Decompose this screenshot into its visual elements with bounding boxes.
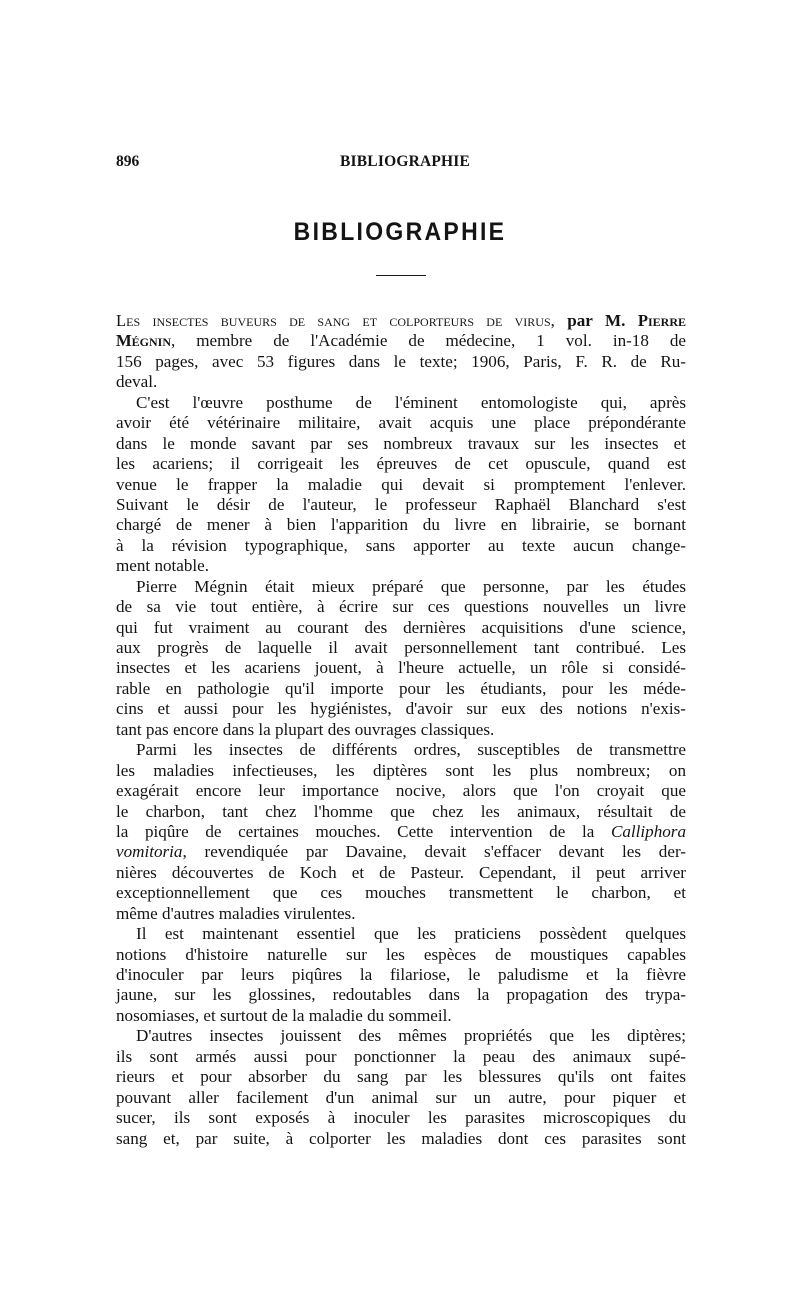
text-line: Pierre Mégnin était mieux préparé que personne, par les études	[136, 576, 686, 596]
species-name: vomitoria	[116, 842, 183, 862]
book-title: Les insectes buveurs de sang et colporteurs de virus,	[116, 311, 555, 330]
text-line	[116, 822, 686, 842]
text-line: exceptionnellement que ces mouches transmettent le charbon, et	[116, 883, 686, 903]
text-line: Suivant le désir de l'auteur, le professeur Raphaël Blanchard s'est	[116, 494, 686, 514]
title-rule	[376, 275, 426, 276]
text-line: Il est maintenant essentiel que les praticiens possèdent quelques	[136, 924, 686, 944]
text-line: insectes et les acariens jouent, à l'heure actuelle, un rôle si considé-	[116, 658, 686, 678]
page-title: BIBLIOGRAPHIE	[293, 218, 507, 246]
text-line	[116, 842, 686, 862]
text-line: pouvant aller facilement d'un animal sur un autre, pour piquer et	[116, 1087, 686, 1107]
author-name: Pierre	[637, 311, 686, 330]
text-line: d'inoculer par leurs piqûres la filariose, le paludisme et la fièvre	[116, 965, 686, 984]
text-line: les acariens; il corrigeait les épreuves de cet opuscule, quand est	[116, 454, 686, 474]
text-line: même d'autres maladies virulentes.	[116, 903, 356, 923]
text-line: Parmi les insectes de différents ordres, susceptibles de transmettre	[136, 740, 686, 760]
text-run: la piqûre de certaines mouches. Cette intervention de la	[116, 821, 611, 841]
text-line: le charbon, tant chez l'homme que chez les animaux, résultait de	[116, 801, 686, 821]
text-line: sang et, par suite, à colporter les maladies dont ces parasites sont	[116, 1128, 686, 1148]
text-line: venue le frapper la maladie qui devait si promptement l'enlever.	[116, 474, 686, 494]
text-line: avoir été vétérinaire militaire, avait acquis une place prépondérante	[116, 413, 686, 433]
text-line	[116, 331, 686, 351]
text-line: dans le monde savant par ses nombreux travaux sur les insectes et	[116, 433, 686, 453]
text-line: nosomiases, et surtout de la maladie du sommeil.	[116, 1005, 452, 1025]
page-number: 896	[116, 153, 140, 170]
text-line: notions d'histoire naturelle sur les espèces de moustiques capables	[116, 944, 686, 964]
text-line	[116, 311, 686, 331]
text-line: aux progrès de laquelle il avait personnellement tant contribué. Les	[116, 638, 686, 657]
text-line: tant pas encore dans la plupart des ouvrages classiques.	[116, 719, 495, 739]
text-line: rieurs et pour absorber du sang par les blessures qu'ils ont faites	[116, 1067, 686, 1087]
text-line: deval.	[116, 372, 158, 392]
text-line: D'autres insectes jouissent des mêmes propriétés que les diptères;	[136, 1026, 686, 1046]
text-line: ils sont armés aussi pour ponctionner la peau des animaux supé-	[116, 1046, 686, 1066]
text-run: par M.	[554, 311, 638, 330]
running-title: BIBLIOGRAPHIE	[340, 153, 471, 170]
review-text	[116, 311, 686, 1149]
text-line: jaune, sur les glossines, redoutables dans la propagation des trypa-	[116, 985, 686, 1005]
text-line: sucer, ils sont exposés à inoculer les parasites microscopiques du	[116, 1108, 686, 1128]
text-line: exagérait encore leur importance nocive, alors que l'on croyait que	[116, 781, 686, 801]
text-run: , revendiquée par Davaine, devait s'effacer devant les der-	[182, 842, 686, 862]
text-line: les maladies infectieuses, les diptères sont les plus nombreux; on	[116, 760, 686, 780]
species-name: Calliphora	[610, 821, 686, 841]
text-line: à la révision typographique, sans apporter au texte aucun change-	[116, 535, 686, 555]
text-line: ment notable.	[116, 556, 210, 576]
text-run: , membre de l'Académie de médecine, 1 vol. in-18 de	[171, 331, 686, 351]
text-line: de sa vie tout entière, à écrire sur ces questions nouvelles un livre	[116, 597, 686, 617]
text-line: chargé de mener à bien l'apparition du livre en librairie, se bornant	[116, 515, 686, 535]
text-line: rable en pathologie qu'il importe pour les étudiants, pour les méde-	[116, 678, 686, 698]
author-name: Mégnin	[116, 331, 172, 351]
text-line: nières découvertes de Koch et de Pasteur. Cependant, il peut arriver	[116, 862, 686, 882]
text-line: qui fut vraiment au courant des dernières acquisitions d'une science,	[116, 617, 686, 637]
text-line: 156 pages, avec 53 figures dans le texte; 1906, Paris, F. R. de Ru-	[116, 351, 686, 371]
text-line: cins et aussi pour les hygiénistes, d'avoir sur eux des notions n'exis-	[116, 699, 686, 719]
text-line: C'est l'œuvre posthume de l'éminent entomologiste qui, après	[136, 392, 686, 412]
